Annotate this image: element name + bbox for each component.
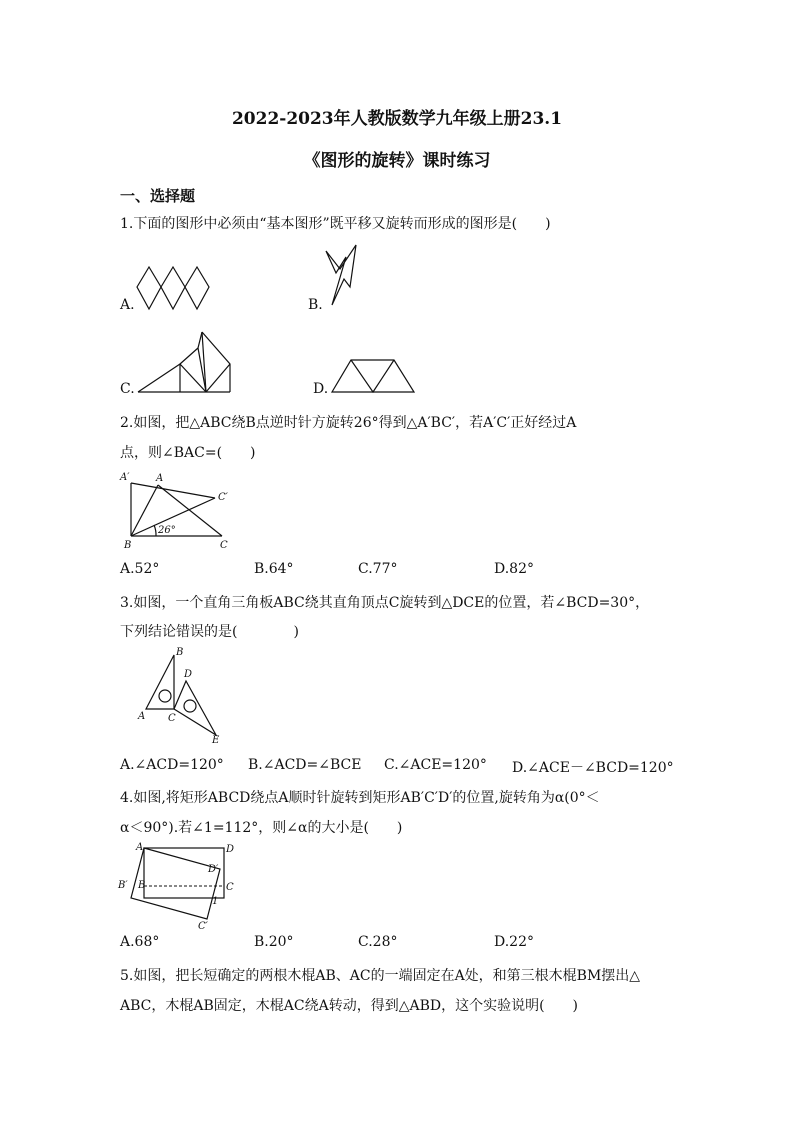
- question-5-stem-line1: 5.如图，把长短确定的两根木棍AB、AC的一端固定在A处，和第三根木棍BM摆出△: [120, 968, 641, 984]
- q2-label-c: C: [220, 540, 228, 551]
- q4-label-b: B: [138, 880, 146, 891]
- q4-option-c[interactable]: C.28°: [358, 934, 398, 950]
- q4-option-b[interactable]: B.20°: [254, 934, 294, 950]
- q3-figure: [136, 645, 236, 745]
- q1-figure-d: [330, 358, 420, 398]
- q4-label-c: C: [226, 882, 234, 893]
- question-3-stem-line2: 下列结论错误的是( ): [120, 624, 299, 640]
- q3-label-e: E: [212, 735, 220, 746]
- q4-label-a: A: [136, 842, 144, 853]
- q1-figure-c: [136, 330, 236, 395]
- q3-label-a: A: [138, 711, 146, 722]
- q2-label-a: A: [156, 473, 164, 484]
- question-2-stem-line2: 点，则∠BAC=( ): [120, 445, 256, 461]
- q4-label-b-prime: B′: [118, 880, 128, 891]
- question-4-stem-line1: 4.如图,将矩形ABCD绕点A顺时针旋转到矩形AB′C′D′的位置,旋转角为α(0°＜: [120, 790, 600, 806]
- q2-option-a[interactable]: A.52°: [120, 561, 160, 577]
- question-3-stem-line1: 3.如图，一个直角三角板ABC绕其直角顶点C旋转到△DCE的位置，若∠BCD=30°，: [120, 595, 650, 611]
- q1-option-c[interactable]: C.: [120, 381, 135, 397]
- q1-figure-a: [135, 265, 225, 315]
- q4-label-angle-1: 1: [212, 896, 219, 907]
- q4-label-c-prime: C′: [198, 921, 208, 932]
- q4-option-a[interactable]: A.68°: [120, 934, 160, 950]
- q3-label-b: B: [176, 647, 184, 658]
- q2-option-d[interactable]: D.82°: [494, 561, 534, 577]
- q3-option-a[interactable]: A.∠ACD=120°: [120, 757, 224, 773]
- q4-option-d[interactable]: D.22°: [494, 934, 534, 950]
- q4-label-d: D: [226, 844, 235, 855]
- page-title: 2022-2023年人教版数学九年级上册23.1: [231, 109, 563, 129]
- q3-option-d[interactable]: D.∠ACE－∠BCD=120°: [512, 760, 674, 776]
- q2-angle-label: 26°: [158, 525, 176, 536]
- q4-label-d-prime: D′: [208, 864, 219, 875]
- q3-label-c: C: [168, 713, 176, 724]
- q2-option-c[interactable]: C.77°: [358, 561, 398, 577]
- q1-option-b[interactable]: B.: [308, 297, 323, 313]
- question-1-stem: 1.下面的图形中必须由“基本图形”既平移又旋转而形成的图形是( ): [120, 216, 551, 232]
- section-heading: 一、选择题: [120, 187, 196, 205]
- q4-figure: [116, 838, 246, 933]
- q3-option-b[interactable]: B.∠ACD=∠BCE: [248, 757, 362, 773]
- q2-label-c-prime: C′: [218, 492, 228, 503]
- q3-label-d: D: [184, 669, 193, 680]
- q2-figure: [118, 470, 238, 550]
- question-2-stem-line1: 2.如图，把△ABC绕B点逆时针方旋转26°得到△A′BC′，若A′C′正好经过A: [120, 415, 577, 431]
- page-subtitle: 《图形的旋转》课时练习: [303, 151, 491, 171]
- q2-label-b: B: [124, 540, 132, 551]
- q1-option-d[interactable]: D.: [313, 381, 329, 397]
- q3-option-c[interactable]: C.∠ACE=120°: [384, 757, 487, 773]
- question-4-stem-line2: α＜90°).若∠1=112°，则∠α的大小是( ): [120, 820, 403, 836]
- q2-label-a-prime: A′: [120, 472, 130, 483]
- q1-option-a[interactable]: A.: [120, 297, 135, 313]
- q2-option-b[interactable]: B.64°: [254, 561, 294, 577]
- q1-figure-b: [322, 243, 362, 313]
- question-5-stem-line2: ABC，木棍AB固定，木棍AC绕A转动，得到△ABD，这个实验说明( ): [120, 998, 579, 1014]
